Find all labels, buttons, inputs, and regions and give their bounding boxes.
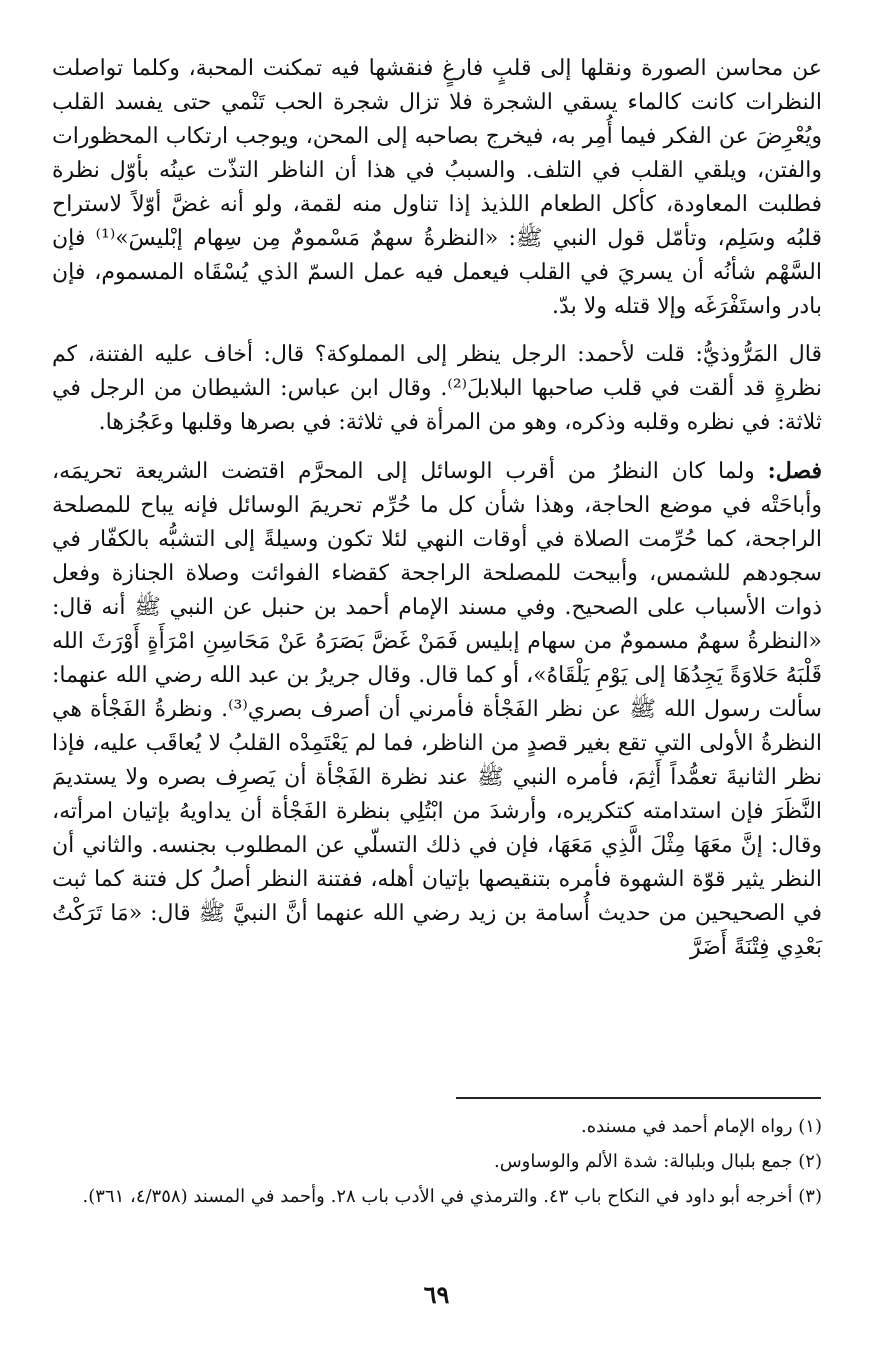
paragraph-1 <box>52 52 822 324</box>
paragraph-3-text: ولما كان النظرُ من أقرب الوسائل إلى المحرَّم اقتضت الشريعة تحريمَه، وأباحَتْه في موضع الحاجة، وهذا شأن كل ما حُرِّم تحريمَ الوسائل فإنه يباح للمصلحة الراجحة، كما حُرِّمت الصلاة في أوقات النهي لئلا تكون وسيلةً إلى التشبُّه بالكفّار في سجودهم للشمس، وأبيحت للمصلحة الراجحة كقضاء الفوائت وصلاة الجنازة وفعل ذوات الأسباب على الصحيح. وفي مسند الإمام أحمد بن حنبل عن النبي ﷺ أنه قال: «النظرةُ سهمٌ مسمومٌ من سهام إبليس فَمَنْ غَضَّ بَصَرَهُ عَنْ مَحَاسِنِ امْرَأَةٍ أَوْرَثَ الله قَلْبَهُ حَلاوَةً يَجِدُهَا إلى يَوْمِ يَلْقَاهُ»، أو كما قال. وقال جريرُ بن عبد الله رضي الله عنهما: سألت رسول الله ﷺ عن نظر الفَجْأة فأمرني أن أصرف بصري⁽³⁾. ونظرةُ الفَجْأة هي النظرةُ الأولى التي تقع بغير قصدٍ من الناظر، فما لم يَعْتَمِدْه القلبُ لا يُعاقَب عليه، فإذا نظر الثانيةَ تعمُّداً أَثِمَ، فأمره النبي ﷺ عند نظرة الفَجْأة أن يَصرِف بصره ولا يستديمَ النَّظَرَ فإن استدامته كتكريره، وأرشدَ من ابْتُلِي بنظرة الفَجْأة أن يداويهُ بإتيان امرأته، وقال: إنَّ معَهَا مِثْلَ الَّذِي مَعَهَا، فإن في ذلك التسلّي عن المطلوب بجنسه. والثاني أن النظر يثير قوّة الشهوة فأمره بتنقيصها بإتيان أهله، ففتنة النظر أصلُ كل فتنة كما ثبت في الصحيحين من حديث أُسامة بن زيد رضي الله عنهما أنَّ النبيَّ ﷺ قال: «مَا تَرَكْتُ بَعْدِي فِتْنَةً أَضَرَّ <box>52 459 822 960</box>
paragraph-2-text: قال المَرُّوذيُّ: قلت لأحمد: الرجل ينظر إلى المملوكة؟ قال: أخاف عليه الفتنة، كم نظرةٍ قد ألقت في قلب صاحبها البلابلَ⁽²⁾. وقال ابن عباس: الشيطان من الرجل في ثلاثة: في نظره وقلبه وذكره، وهو من المرأة في ثلاثة: في بصرها وقلبها وعَجُزها. <box>52 342 822 435</box>
footnotes <box>52 1112 822 1217</box>
paragraph-1-text: عن محاسن الصورة ونقلها إلى قلبٍ فارغٍ فنقشها فيه تمكنت المحبة، وكلما تواصلت النظرات كانت كالماء يسقي الشجرة فلا تزال شجرة الحب تَنْمي حتى يفسد القلب ويُعْرِضَ عن الفكر فيما أُمِر به، فيخرج بصاحبه إلى المحن، ويوجب ارتكاب المحظورات والفتن، ويلقي القلب في التلف. والسببُ في هذا أن الناظر التذّت عينُه بأوّل نظرة فطلبت المعاودة، كأكل الطعام اللذيذ إذا تناول منه لقمة، ولو أنه غضَّ أوّلاً لاستراح قلبُه وسَلِم، وتأمّل قول النبي ﷺ: «النظرةُ سهمٌ مَسْمومٌ مِن سِهام إبْليسَ»⁽¹⁾ فإن السَّهْم شأنُه أن يسريَ في القلب فيعمل فيه عمل السمّ الذي يُسْقَاه المسموم، فإن بادر واستَفْرَغَه وإلا قتله ولا بدّ. <box>52 56 822 319</box>
main-text <box>52 52 822 965</box>
footnote-3: (٣) أخرجه أبو داود في النكاح باب ٤٣. والترمذي في الأدب باب ٢٨. وأحمد في المسند (٤/٣٥٨، ٣٦١). <box>82 1186 822 1207</box>
page-number: ٦٩ <box>423 1280 450 1309</box>
paragraph-3 <box>52 454 822 965</box>
footnote-1: (١) رواه الإمام أحمد في مسنده. <box>580 1116 822 1137</box>
footnote-2: (٢) جمع بلبال وبلبالة: شدة الألم والوساوس. <box>493 1151 822 1172</box>
footnotes-divider <box>456 1097 821 1099</box>
paragraph-2 <box>52 338 822 440</box>
section-label: فصل: <box>767 458 823 484</box>
